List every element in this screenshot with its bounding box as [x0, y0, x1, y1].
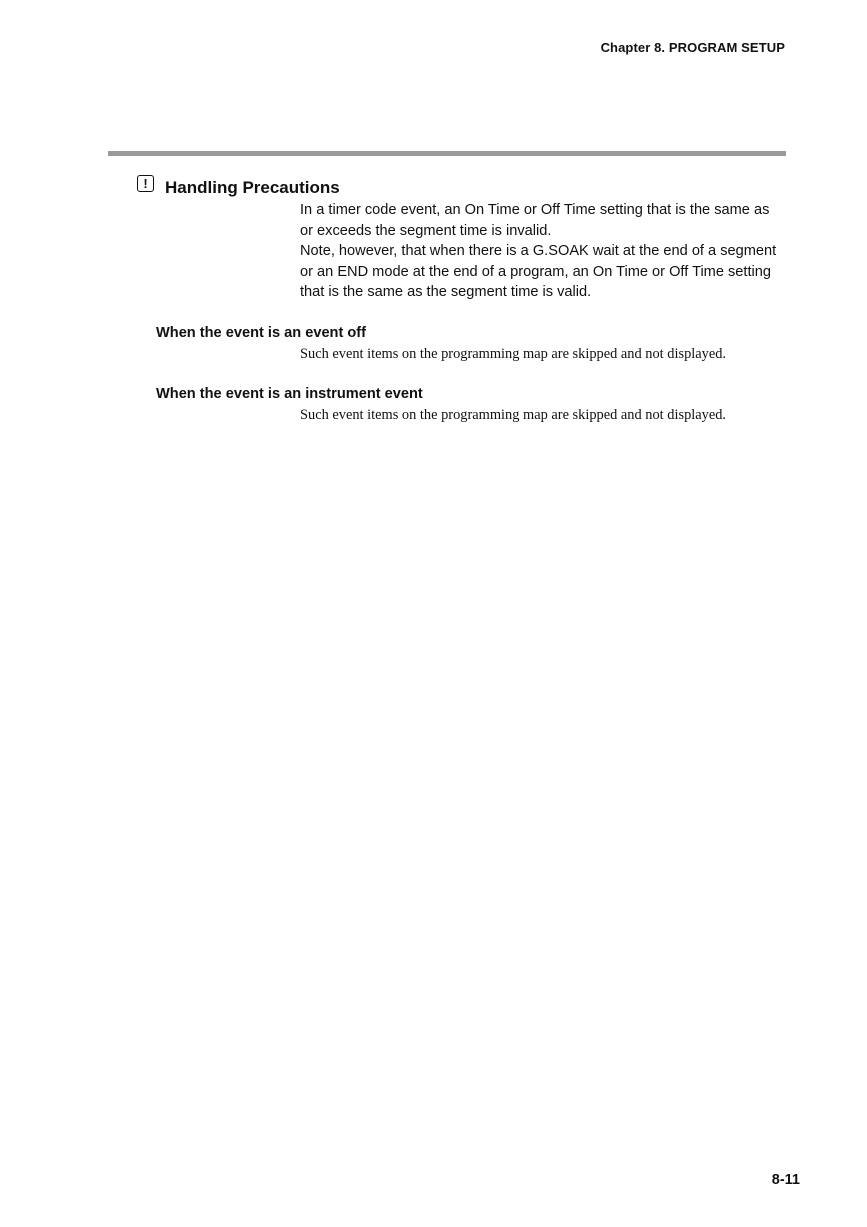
precaution-paragraph: Note, however, that when there is a G.SOAK wait at the end of a segment or an END mode at the end of a program, an On Time or Off Time setting that is the same as the segment time is valid. [300, 243, 777, 300]
section-body-event-off: Such event items on the programming map are skipped and not displayed. [300, 346, 727, 362]
section-body-instrument-event: Such event items on the programming map are skipped and not displayed. [300, 407, 727, 423]
handling-precautions-heading [137, 174, 340, 198]
precaution-body [300, 200, 785, 303]
section-heading-event-off: When the event is an event off [156, 325, 367, 341]
precaution-title: Handling Precautions [165, 178, 340, 197]
precaution-paragraph: In a timer code event, an On Time or Off Time setting that is the same as or exceeds the segment time is invalid. [300, 202, 770, 239]
section-heading-instrument-event: When the event is an instrument event [156, 386, 423, 402]
running-header: Chapter 8. PROGRAM SETUP [600, 40, 785, 55]
section-divider [108, 151, 786, 156]
page-number: 8-11 [771, 1172, 800, 1188]
exclamation-box-icon: ! [137, 175, 154, 192]
